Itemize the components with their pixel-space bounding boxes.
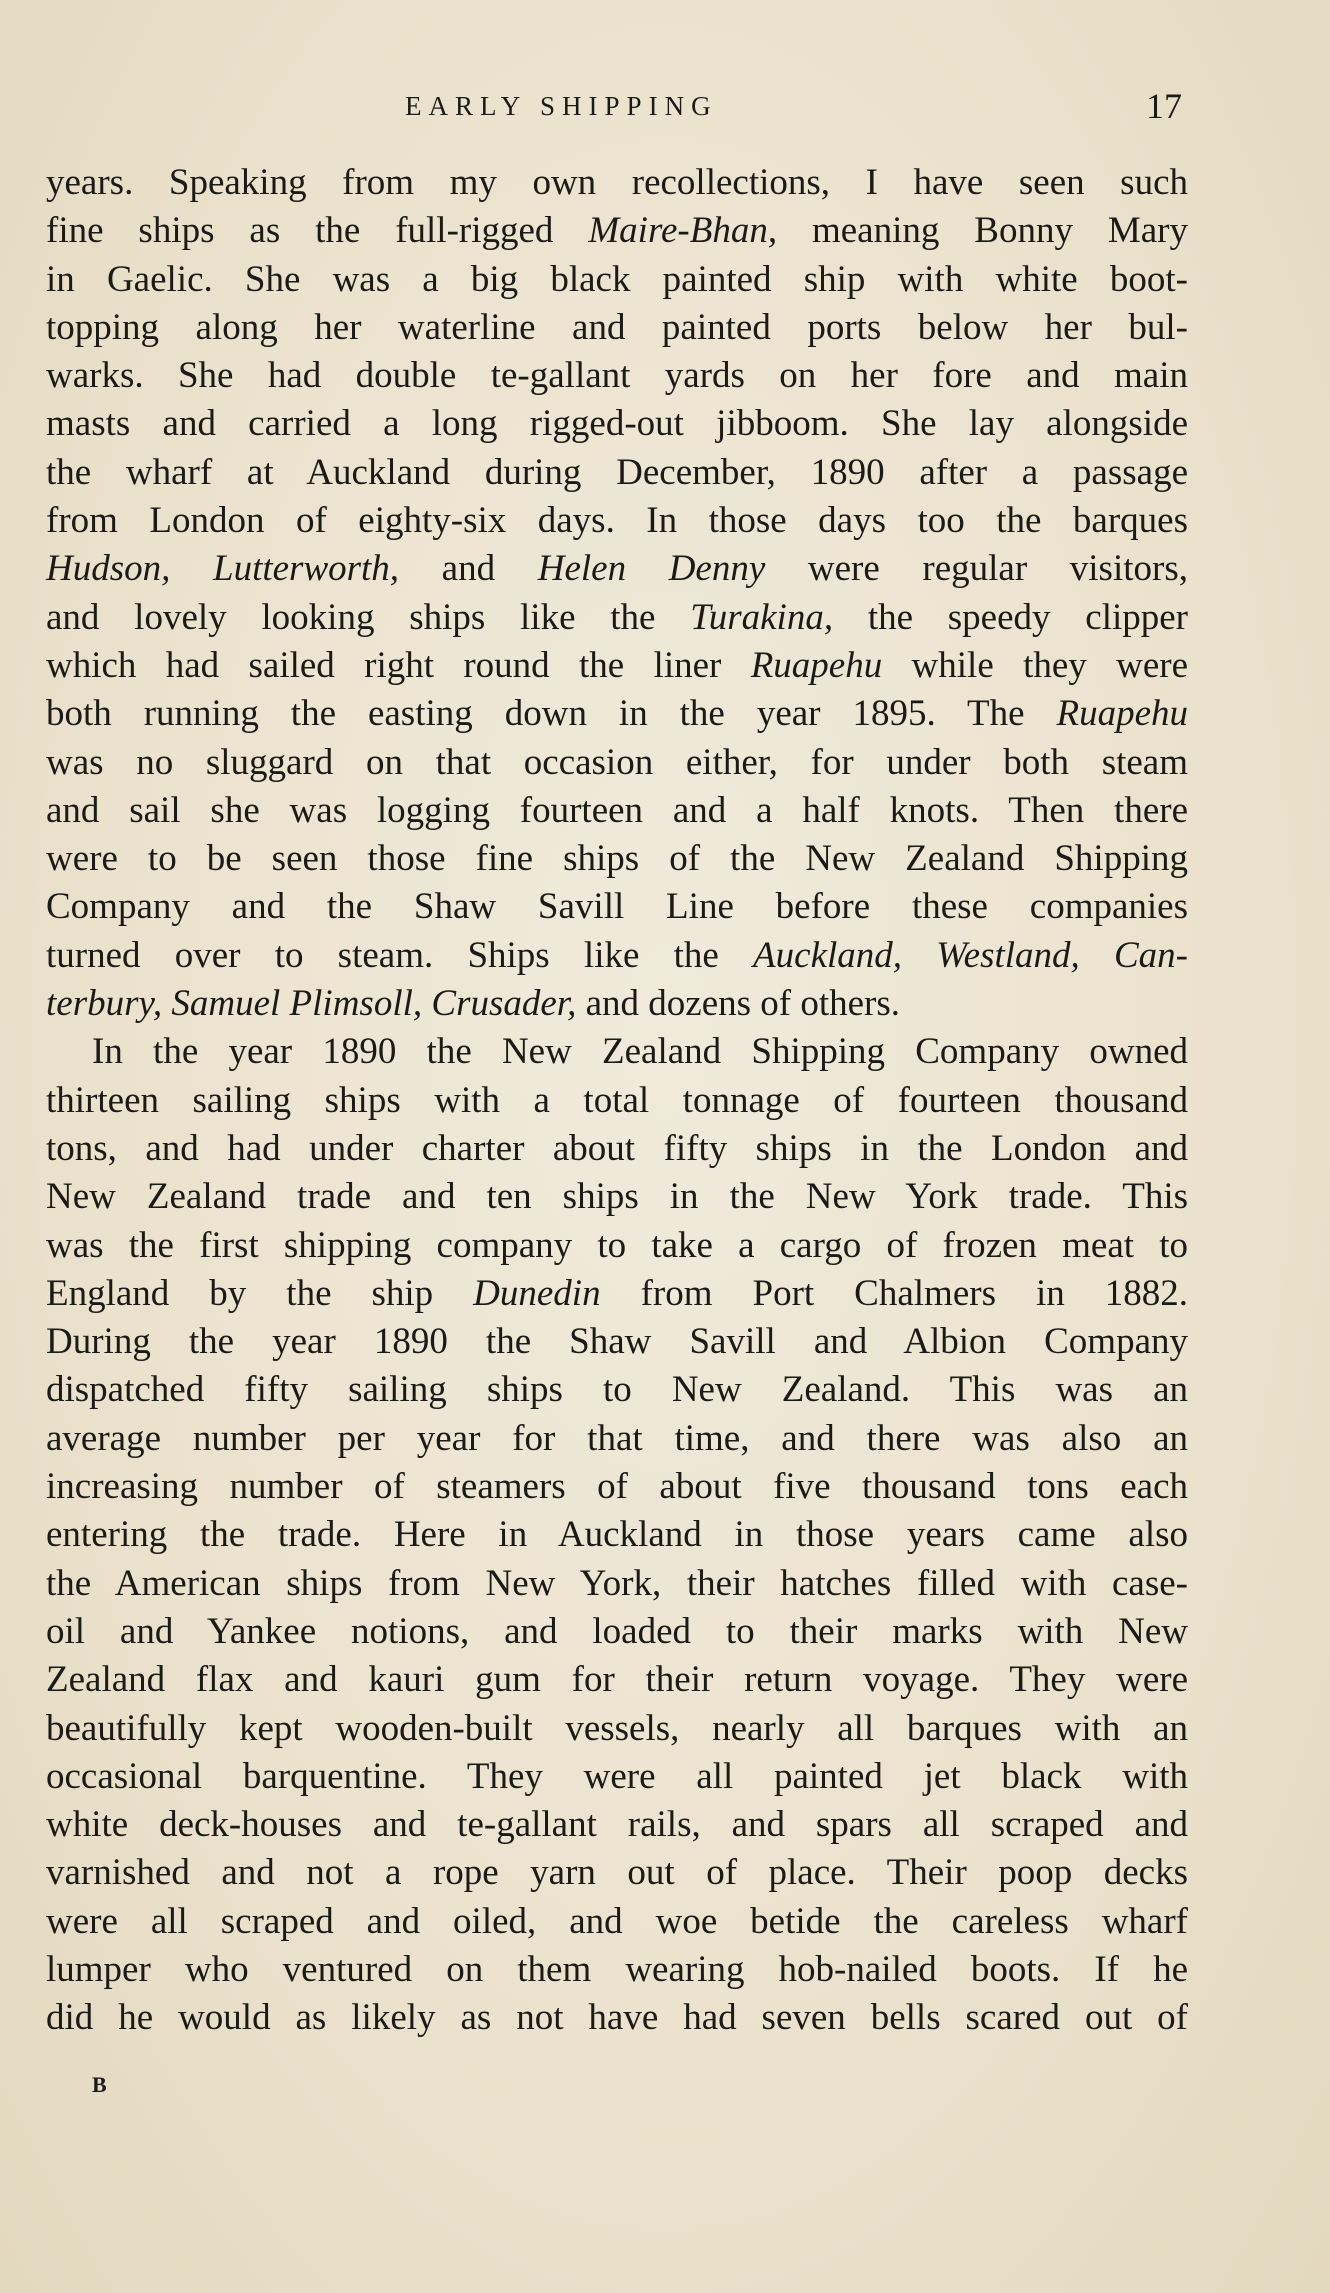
text-line (46, 545, 1188, 593)
text-line (46, 1173, 1188, 1221)
text-segment: tons, and had under charter about fifty ships in the London and (46, 1127, 1188, 1169)
text-line (46, 352, 1188, 400)
text-line (46, 400, 1188, 448)
text-segment: did he would as likely as not have had seven bells scared out of (46, 1997, 1188, 2039)
text-line (46, 932, 1188, 980)
text-line (46, 1125, 1188, 1173)
italic-ship-name: Auckland, Westland, Can- (753, 934, 1189, 976)
text-segment: which had sailed right round the liner (46, 644, 751, 686)
text-segment: turned over to steam. Ships like the (46, 934, 754, 976)
text-line (46, 1077, 1188, 1125)
text-line (46, 642, 1188, 690)
text-line (46, 1318, 1188, 1366)
text-line (46, 1560, 1188, 1608)
italic-ship-name: Ruapehu (1056, 693, 1188, 735)
text-segment: New Zealand trade and ten ships in the New York trade. This (46, 1176, 1188, 1218)
running-title: EARLY SHIPPING (405, 91, 718, 121)
text-line (46, 739, 1188, 787)
text-line (46, 304, 1188, 352)
text-segment: was no sluggard on that occasion either, for under both steam (46, 741, 1188, 783)
text-line (46, 1656, 1188, 1704)
text-line (46, 256, 1188, 304)
text-segment: occasional barquentine. They were all painted jet black with (46, 1755, 1188, 1797)
text-segment: thirteen sailing ships with a total tonnage of fourteen thousand (46, 1079, 1188, 1121)
text-segment: and lovely looking ships like the (46, 596, 691, 638)
text-line (46, 594, 1188, 642)
text-segment: average number per year for that time, and there was also an (46, 1417, 1188, 1459)
text-segment: and dozens of others. (576, 983, 901, 1025)
text-line (46, 690, 1188, 738)
text-segment: and sail she was logging fourteen and a half knots. Then there (46, 789, 1188, 831)
text-segment: was the first shipping company to take a cargo of frozen meat to (46, 1224, 1188, 1266)
text-segment: increasing number of steamers of about five thousand tons each (46, 1466, 1188, 1508)
text-segment: were to be seen those fine ships of the New Zealand Shipping (46, 838, 1188, 880)
text-segment: the American ships from New York, their hatches filled with case- (46, 1562, 1188, 1604)
text-line (46, 497, 1188, 545)
text-line (46, 1608, 1188, 1656)
text-segment: entering the trade. Here in Auckland in those years came also (46, 1514, 1188, 1556)
text-line (46, 980, 1188, 1028)
text-segment: white deck-houses and te-gallant rails, and spars all scraped and (46, 1804, 1188, 1846)
italic-ship-name: terbury, Samuel Plimsoll, Crusader, (46, 983, 577, 1025)
text-line (46, 1463, 1188, 1511)
text-segment: years. Speaking from my own recollections, I have seen such (46, 162, 1188, 203)
text-segment: and (399, 548, 538, 590)
italic-ship-name: Hudson, Lutterworth, (46, 548, 400, 590)
page-number: 17 (1146, 86, 1182, 126)
text-line (46, 1511, 1188, 1559)
text-segment: England by the ship (46, 1272, 474, 1314)
text-segment: masts and carried a long rigged-out jibboom. She lay alongside (46, 403, 1188, 445)
text-segment: varnished and not a rope yarn out of place. Their poop decks (46, 1852, 1188, 1894)
text-line (46, 1753, 1188, 1801)
text-segment: dispatched fifty sailing ships to New Zealand. This was an (46, 1369, 1188, 1411)
body-text (46, 159, 1188, 2043)
text-line (46, 1898, 1188, 1946)
italic-ship-name: Ruapehu (750, 644, 883, 686)
text-segment: both running the easting down in the year 1895. The (46, 693, 1057, 735)
text-segment: from Port Chalmers in 1882. (600, 1272, 1188, 1314)
text-segment: the wharf at Auckland during December, 1890 after a passage (46, 451, 1188, 493)
text-segment: were regular visitors, (765, 548, 1188, 590)
text-line (46, 1366, 1188, 1414)
text-segment: topping along her waterline and painted ports below her bul- (46, 306, 1188, 348)
italic-ship-name: Maire-Bhan, (588, 210, 778, 252)
text-line (46, 787, 1188, 835)
italic-ship-name: Turakina, (690, 596, 834, 638)
text-segment: beautifully kept wooden-built vessels, nearly all barques with an (46, 1707, 1188, 1749)
text-segment: in Gaelic. She was a big black painted ship with white boot- (46, 258, 1188, 300)
text-segment: In the year 1890 the New Zealand Shipping Company owned (92, 1031, 1188, 1073)
text-line (46, 1270, 1188, 1318)
text-segment: from London of eighty-six days. In those days too the barques (46, 500, 1188, 542)
text-line (46, 1801, 1188, 1849)
text-segment: Zealand flax and kauri gum for their return voyage. They were (46, 1659, 1188, 1701)
text-line (46, 1415, 1188, 1463)
text-segment: Company and the Shaw Savill Line before these companies (46, 886, 1188, 928)
text-line (46, 1028, 1188, 1076)
text-segment: lumper who ventured on them wearing hob-nailed boots. If he (46, 1948, 1188, 1990)
text-segment: fine ships as the full-rigged (46, 210, 589, 252)
text-segment: oil and Yankee notions, and loaded to their marks with New (46, 1610, 1188, 1652)
text-segment: were all scraped and oiled, and woe betide the careless wharf (46, 1900, 1188, 1942)
text-segment: the speedy clipper (833, 596, 1188, 638)
text-line (46, 1994, 1188, 2042)
italic-ship-name: Helen Denny (537, 548, 766, 590)
text-segment: while they were (882, 644, 1189, 686)
text-line (46, 207, 1188, 255)
text-line (46, 159, 1188, 207)
text-segment: During the year 1890 the Shaw Savill and Albion Company (46, 1321, 1188, 1363)
text-segment: meaning Bonny Mary (777, 210, 1188, 252)
text-line (46, 1946, 1188, 1994)
text-line (46, 883, 1188, 931)
italic-ship-name: Dunedin (473, 1272, 601, 1314)
text-line (46, 449, 1188, 497)
text-line (46, 1222, 1188, 1270)
text-line (46, 1705, 1188, 1753)
running-head (0, 86, 1330, 126)
text-segment: warks. She had double te-gallant yards on her fore and main (46, 355, 1188, 397)
text-line (46, 835, 1188, 883)
text-line (46, 1849, 1188, 1897)
signature-mark: B (92, 2072, 108, 2097)
